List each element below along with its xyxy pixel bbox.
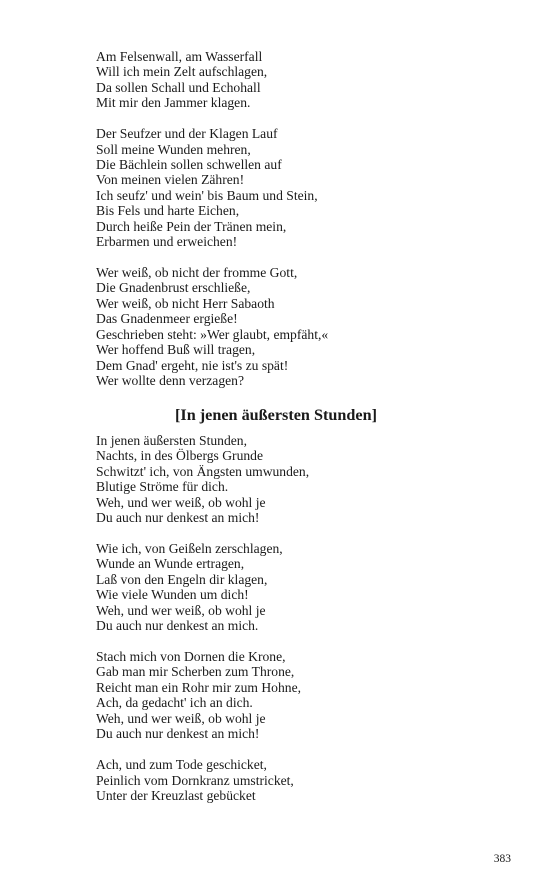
verse-line: Schwitzt' ich, von Ängsten umwunden, [96, 463, 310, 479]
verse-line: Das Gnadenmeer ergieße! [96, 311, 238, 327]
verse-line: Du auch nur denkest an mich! [96, 726, 260, 742]
stanza-2 [96, 541, 309, 633]
verse-line: Wunde an Wunde ertragen, [96, 556, 245, 572]
stanza-4 [96, 757, 309, 803]
verse-line: Da sollen Schall und Echohall [96, 79, 261, 95]
verse-line: Will ich mein Zelt aufschlagen, [96, 64, 268, 80]
poem-continuation [96, 49, 328, 404]
page-number: 383 [493, 853, 511, 865]
verse-line: Du auch nur denkest an mich. [96, 618, 259, 634]
verse-line: Wie viele Wunden um dich! [96, 587, 249, 603]
verse-line: Am Felsenwall, am Wasserfall [96, 49, 263, 64]
stanza-1 [96, 49, 328, 111]
poem-title: [In jenen äußersten Stunden] [175, 406, 377, 424]
verse-line: Laß von den Engeln dir klagen, [96, 571, 268, 587]
verse-line: Du auch nur denkest an mich! [96, 510, 260, 526]
verse-line: In jenen äußersten Stunden, [96, 433, 247, 448]
verse-line: Wie ich, von Geißeln zerschlagen, [96, 541, 283, 557]
verse-line: Dem Gnad' ergeht, nie ist's zu spät! [96, 357, 289, 373]
verse-line: Die Gnadenbrust erschließe, [96, 280, 251, 296]
stanza-3 [96, 265, 328, 388]
poem-body [96, 433, 309, 819]
verse-line: Die Bächlein sollen schwellen auf [96, 157, 282, 173]
verse-line: Der Seufzer und der Klagen Lauf [96, 126, 278, 142]
verse-line: Mit mir den Jammer klagen. [96, 95, 251, 111]
verse-line: Ach, und zum Tode geschicket, [96, 757, 267, 773]
verse-line: Erbarmen und erweichen! [96, 234, 238, 250]
verse-line: Reicht man ein Rohr mir zum Hohne, [96, 679, 301, 695]
stanza-1 [96, 433, 309, 525]
verse-line: Peinlich vom Dornkranz umstricket, [96, 772, 294, 788]
verse-line: Ach, da gedacht' ich an dich. [96, 695, 253, 711]
stanza-3 [96, 649, 309, 741]
verse-line: Weh, und wer weiß, ob wohl je [96, 494, 266, 510]
verse-line: Wer weiß, ob nicht Herr Sabaoth [96, 295, 275, 311]
verse-line: Unter der Kreuzlast gebücket [96, 787, 256, 803]
verse-line: Ich seufz' und wein' bis Baum und Stein, [96, 187, 318, 203]
verse-line: Geschrieben steht: »Wer glaubt, empfäht,« [96, 326, 329, 342]
verse-line: Bis Fels und harte Eichen, [96, 203, 240, 219]
verse-line: Soll meine Wunden mehren, [96, 141, 251, 157]
verse-line: Durch heiße Pein der Tränen mein, [96, 218, 287, 234]
verse-line: Nachts, in des Ölbergs Grunde [96, 448, 263, 464]
verse-line: Wer wollte denn verzagen? [96, 372, 244, 388]
verse-line: Von meinen vielen Zähren! [96, 172, 245, 188]
verse-line: Blutige Ströme für dich. [96, 479, 229, 495]
verse-line: Stach mich von Dornen die Krone, [96, 649, 286, 665]
verse-line: Wer weiß, ob nicht der fromme Gott, [96, 265, 298, 281]
verse-line: Weh, und wer weiß, ob wohl je [96, 602, 266, 618]
verse-line: Wer hoffend Buß will tragen, [96, 342, 256, 358]
verse-line: Gab man mir Scherben zum Throne, [96, 664, 295, 680]
stanza-2 [96, 126, 328, 249]
verse-line: Weh, und wer weiß, ob wohl je [96, 710, 266, 726]
